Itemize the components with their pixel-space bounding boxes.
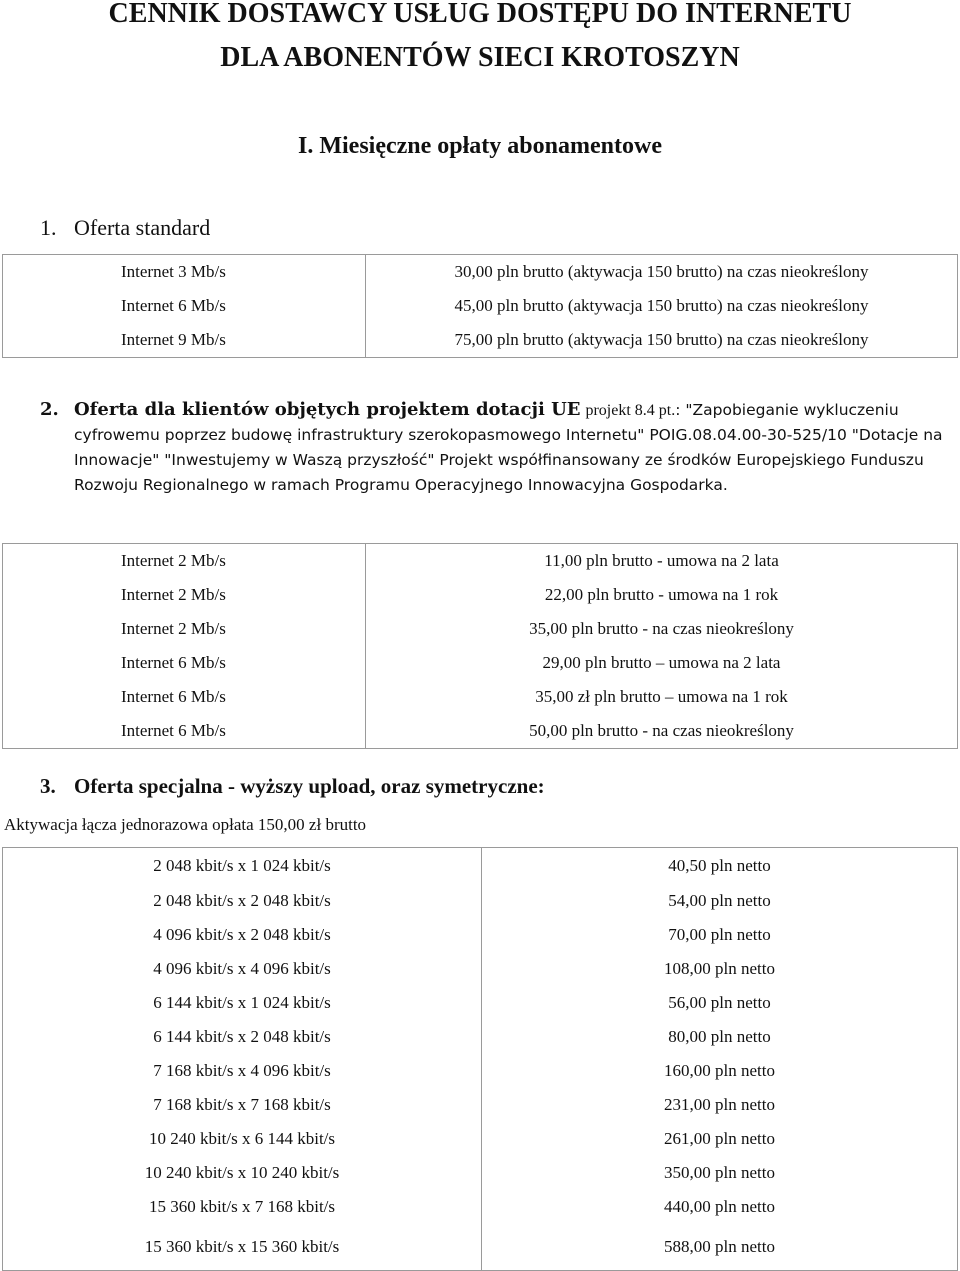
speed-label: 15 360 kbit/s x 15 360 kbit/s [144,1237,340,1256]
offer2-number: 2. [40,399,59,420]
speed-label: 7 168 kbit/s x 4 096 kbit/s [153,1061,331,1080]
price-value: 22,00 pln brutto - umowa na 1 rok [544,585,779,604]
price-value: 11,00 pln brutto - umowa na 2 lata [544,551,779,570]
price-value: 440,00 pln netto [664,1197,775,1216]
price-value: 40,50 pln netto [668,856,771,875]
price-value: 75,00 pln brutto (aktywacja 150 brutto) na czas nieokreślony [454,330,869,349]
price-value: 108,00 pln netto [664,959,775,978]
offer1-table [2,254,958,358]
speed-label: 4 096 kbit/s x 4 096 kbit/s [153,959,331,978]
speed-label: 7 168 kbit/s x 7 168 kbit/s [153,1095,331,1114]
section-heading: I. Miesięczne opłaty abonamentowe [298,133,662,159]
speed-label: 6 144 kbit/s x 1 024 kbit/s [153,993,331,1012]
plan-label: Internet 2 Mb/s [121,551,226,570]
offer3-heading [40,774,545,799]
offer3-speeds-cell [3,848,482,1271]
offer1-heading [40,215,210,241]
price-value: 160,00 pln netto [664,1061,775,1080]
offer3-title: Oferta specjalna - wyższy upload, oraz symetryczne: [74,774,545,798]
offer2-plans-cell [3,544,366,749]
document-title [0,0,960,80]
speed-label: 6 144 kbit/s x 2 048 kbit/s [153,1027,331,1046]
offer2-description-text: : "Zapobieganie wykluczeniu cyfrowemu poprzez budowę infrastruktury szerokopasmowego Internetu" POIG.08.04.00-30-525/10 "Dotacje na Innowacje" "Inwestujemy w Waszą przyszłość" Projekt współfinansowany ze środków Europejskiego Funduszu Rozwoju Regionalnego w ramach Programu Operacyjnego Innowacyjna Gospodarka. [74,401,943,494]
offer3-number: 3. [40,774,56,798]
speed-label: 2 048 kbit/s x 2 048 kbit/s [153,891,331,910]
price-value: 30,00 pln brutto (aktywacja 150 brutto) na czas nieokreślony [454,262,869,281]
price-value: 80,00 pln netto [668,1027,771,1046]
price-value: 35,00 pln brutto - na czas nieokreślony [529,619,794,638]
activation-note: Aktywacja łącza jednorazowa opłata 150,00 zł brutto [4,815,367,834]
price-value: 29,00 pln brutto – umowa na 2 lata [542,653,781,672]
offer1-prices-cell [366,255,958,358]
plan-label: Internet 6 Mb/s [121,296,226,315]
speed-label: 15 360 kbit/s x 7 168 kbit/s [148,1197,336,1216]
price-value: 231,00 pln netto [664,1095,775,1114]
speed-label: 10 240 kbit/s x 6 144 kbit/s [148,1129,336,1148]
price-value: 261,00 pln netto [664,1129,775,1148]
offer2-project: projekt 8.4 pt. [585,402,676,419]
plan-label: Internet 2 Mb/s [121,585,226,604]
offer2-prices-cell [366,544,958,749]
plan-label: Internet 2 Mb/s [121,619,226,638]
offer2-title: Oferta dla klientów objętych projektem dotacji UE [74,399,581,420]
offer3-table [2,847,958,1271]
price-value: 350,00 pln netto [664,1163,775,1182]
price-value: 50,00 pln brutto - na czas nieokreślony [529,721,794,740]
offer3-prices-cell [482,848,958,1271]
offer1-title: Oferta standard [74,215,211,240]
plan-label: Internet 3 Mb/s [121,262,226,281]
speed-label: 4 096 kbit/s x 2 048 kbit/s [153,925,331,944]
plan-label: Internet 6 Mb/s [121,721,226,740]
price-value: 588,00 pln netto [664,1237,775,1256]
offer2-description [74,397,954,498]
offer2-table [2,543,958,749]
title-line-2: DLA ABONENTÓW SIECI KROTOSZYN [220,42,740,73]
price-value: 45,00 pln brutto (aktywacja 150 brutto) na czas nieokreślony [454,296,869,315]
plan-label: Internet 6 Mb/s [121,653,226,672]
speed-label: 2 048 kbit/s x 1 024 kbit/s [153,856,331,875]
plan-label: Internet 9 Mb/s [121,330,226,349]
price-value: 70,00 pln netto [668,925,771,944]
price-value: 35,00 zł pln brutto – umowa na 1 rok [535,687,788,706]
price-value: 56,00 pln netto [668,993,771,1012]
speed-label: 10 240 kbit/s x 10 240 kbit/s [144,1163,340,1182]
offer1-number: 1. [40,215,57,240]
title-line-1: CENNIK DOSTAWCY USŁUG DOSTĘPU DO INTERNETU [108,0,852,29]
plan-label: Internet 6 Mb/s [121,687,226,706]
offer1-plans-cell [3,255,366,358]
price-value: 54,00 pln netto [668,891,771,910]
